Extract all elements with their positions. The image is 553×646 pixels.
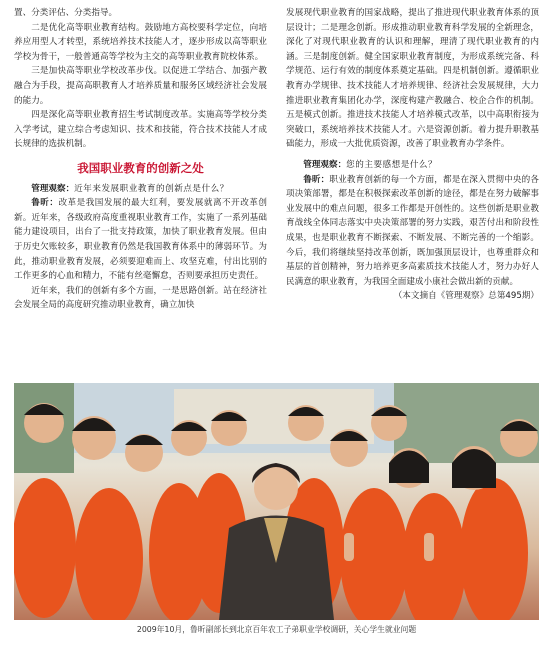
answer (14, 196, 267, 284)
paragraph: 近年来，我们的创新有多个方面，一是思路创新。站在经济社会发展全局的高度研究推动职业教育，确立加快 (14, 285, 267, 311)
answer (286, 173, 539, 290)
answer-label: 鲁昕： (303, 174, 330, 185)
article-body (14, 6, 539, 376)
paragraph: 发展现代职业教育的国家战略，提出了推进现代职业教育体系的顶层设计；二是理念创新。形成推动职业教育科学发展的全新理念，深化了对现代职业教育的认识和理解，理清了现代职业教育的内涵。三是制度创新。健全国家职业教育制度，为形成系统完备、科学规范、运行有效的制度体系奠定基础。四是机制创新。遵循职业教育办学规律、技术技能人才培养规律、经济社会发展规律，大力推进职业教育集团化办学，深度构建产教融合、校企合作的机制。五是模式创新。推进技术技能人才培养模式改革，以中高职衔接为突破口，系统培养技术技能人才。六是资源创新。着力提升职教基础能力，形成一大批优质资源，改善了职业教育办学条件。 (286, 8, 539, 150)
right-column (286, 6, 539, 376)
question (286, 158, 539, 173)
question-label: 管理观察： (31, 183, 75, 194)
answer-label: 鲁昕： (31, 198, 59, 209)
section-heading: 我国职业教育的创新之处 (77, 160, 204, 175)
group-photo (14, 383, 539, 620)
paragraph: 置、分类评估、分类指导。 (14, 8, 118, 18)
question-label: 管理观察： (303, 159, 347, 170)
photo-caption: 2009年10月，鲁昕副部长到北京百年农工子弟职业学校调研，关心学生就业问题 (136, 625, 417, 634)
question-text: 近年来发展职业教育的创新点是什么？ (74, 183, 229, 194)
group-photo-illustration (14, 383, 539, 620)
question (14, 182, 267, 197)
answer-text: 改革是我国发展的最大红利，要发展就离不开改革创新。近年来，各级政府高度重视职业教育工作，实施了一系列基础能力建设项目，出台了一批支持政策，加快了职业教育发展。但由于历史欠账较多，职业教育仍然是我国教育体系中的薄弱环节。为此，推动职业教育发展，必须要迎难而上、攻坚克难，付出比别的工作更多的心血和精力，不能有丝毫懈怠，否则要承担历史责任。 (14, 198, 267, 282)
left-column (14, 6, 267, 376)
paragraph: 二是优化高等职业教育结构。鼓励地方高校要科学定位，向培养应用型人才转型，系统培养技术技能人才，逐步形成以高等职业学校为骨干，一般普通高等学校为主交的高等职业教育院校体系。 (14, 22, 267, 62)
question-text: 您的主要感想是什么？ (346, 159, 438, 170)
source-note: （本文摘自《管理观察》总第495期） (393, 291, 539, 302)
answer-text: 职业教育创新的每一个方面，都是在深入贯彻中央的各项决策部署，都是在积极探索改革创新的途径，都是在努力破解事业发展中的难点问题，很多工作都是开创性的。这些创新是职业教育战线全体同志落实中央决策部署的努力实践，艰苦付出和阶段性成果，也是职业教育不断探索、不断发展、不断完善的一个缩影。今后，我们将继续坚持改革创新，既加强顶层设计，也尊重群众和基层的首创精神，努力培养更多高素质技术技能人才，努力办好人民满意的职业教育，为我国全面建成小康社会做出新的贡献。 (286, 174, 539, 287)
paragraph: 四是深化高等职业教育招生考试制度改革。实施高等学校分类入学考试，建立综合考虑知识、技术和技能，符合技术技能人才成长规律的选拔机制。 (14, 110, 267, 150)
paragraph: 三是加快高等职业学校改革步伐。以促进工学结合、加强产教融合为手段，提高高职教育人才培养质量和服务区域经济社会发展的能力。 (14, 66, 267, 106)
